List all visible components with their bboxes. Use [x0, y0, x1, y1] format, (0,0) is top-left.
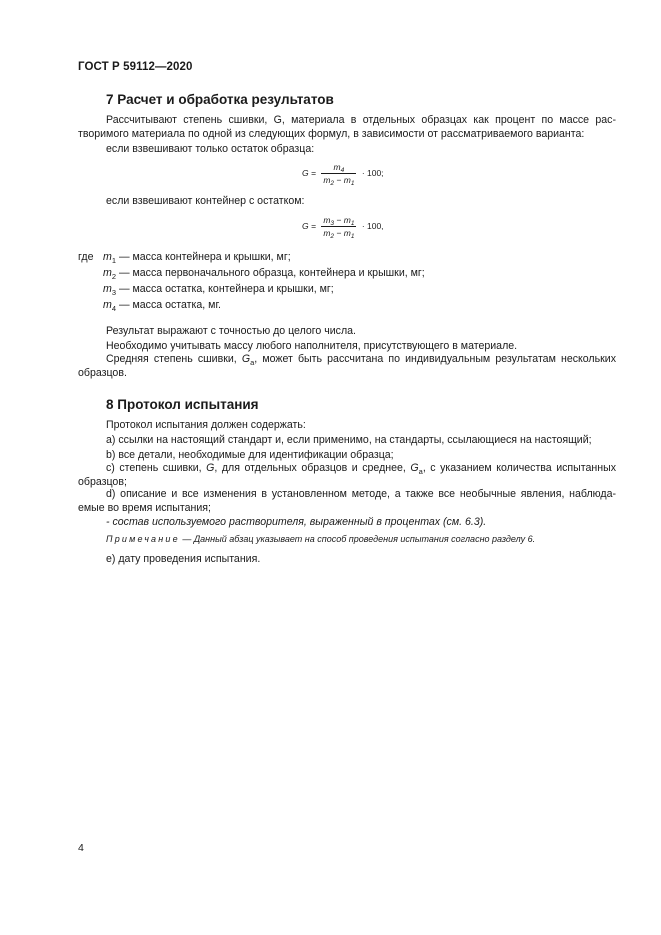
- definition-m3: $m_3$ — масса остатка, контейнера и крышки, мг;: [103, 283, 334, 297]
- protocol-intro-text: Протокол испытания должен содержать:: [106, 419, 306, 431]
- formula-2-numerator: $m_3 - m_1$: [323, 215, 355, 227]
- average-crosslink-line-2: образцов.: [78, 367, 127, 379]
- formula-1-fraction: [321, 162, 356, 185]
- note-label: Примечание: [106, 534, 180, 544]
- note-text: — Данный абзац указывает на способ проведения испытания согласно разделу 6.: [179, 534, 536, 544]
- definition-m4: $m_4$ — масса остатка, мг.: [103, 299, 221, 313]
- formula-1-denominator: $m_2 - m_1$: [323, 175, 355, 187]
- where-word: где: [78, 251, 94, 263]
- protocol-item-c-line-2: образцов;: [78, 476, 127, 488]
- protocol-item-a: a) ссылки на настоящий стандарт и, если применимо, на стандарты, ссылающиеся на настоящий;: [106, 434, 592, 446]
- protocol-solvent-item: - состав используемого растворителя, выраженный в процентах (см. 6.3).: [106, 516, 487, 528]
- section-7-heading: 7 Расчет и обработка результатов: [106, 92, 334, 107]
- protocol-item-b: b) все детали, необходимые для идентификации образца;: [106, 449, 394, 461]
- formula-2-lhs: G =: [302, 220, 316, 231]
- formula-2-fraction: [321, 215, 356, 238]
- result-precision-text: Результат выражают с точностью до целого числа.: [106, 325, 356, 337]
- formula-1: [302, 162, 384, 185]
- protocol-note: [106, 534, 535, 544]
- definition-m2: $m_2$ — масса первоначального образца, контейнера и крышки, мг;: [103, 267, 425, 281]
- definition-m1: $m_1$ — масса контейнера и крышки, мг;: [103, 251, 291, 265]
- formula-2-denominator: $m_2 - m_1$: [323, 228, 355, 240]
- formula-1-lhs: G =: [302, 167, 316, 178]
- section-7-intro-line-1: [78, 113, 616, 128]
- protocol-item-c-line-1: c) степень сшивки, G, для отдельных образцов и среднее, $G_a$, с указанием количества испытанных: [106, 462, 617, 476]
- formula-1-rest: · 100;: [361, 167, 384, 178]
- protocol-item-d-line-2: емые во время испытания;: [78, 502, 211, 514]
- case-2-text: если взвешивают контейнер с остатком:: [106, 195, 305, 207]
- formula-2: [302, 215, 384, 238]
- intro-line-1-text: Рассчитывают степень сшивки, G, материала в отдельных образцах как процент по массе рас-: [106, 114, 616, 126]
- formula-1-numerator: $m_4$: [321, 162, 356, 174]
- section-7-intro-line-2: творимого материала по одной из следующих формул, в зависимости от рассматриваемого варианта:: [78, 128, 585, 140]
- protocol-item-d-line-1: d) описание и все изменения в установленном методе, а также все необычные явления, наблюда-: [106, 488, 616, 500]
- page-number: 4: [78, 842, 84, 854]
- average-crosslink-line-1: Средняя степень сшивки, $G_a$, может быть рассчитана по индивидуальным результатам нескольких: [106, 353, 616, 367]
- section-8-heading: 8 Протокол испытания: [106, 397, 259, 412]
- formula-2-rest: · 100,: [361, 220, 384, 231]
- filler-note-text: Необходимо учитывать массу любого наполнителя, присутствующего в материале.: [106, 340, 518, 352]
- document-header: ГОСТ Р 59112—2020: [78, 61, 193, 73]
- case-1-text: если взвешивают только остаток образца:: [106, 143, 315, 155]
- protocol-item-e: e) дату проведения испытания.: [106, 553, 261, 565]
